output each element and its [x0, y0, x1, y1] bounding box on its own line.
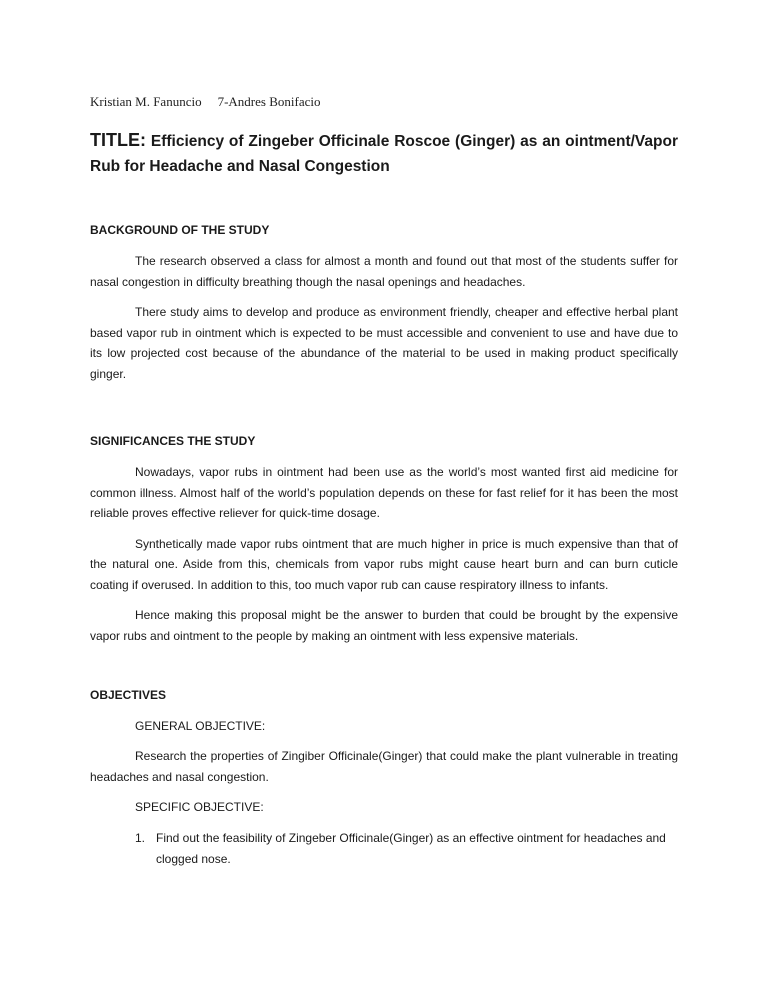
- author-section: 7-Andres Bonifacio: [217, 94, 321, 109]
- title-text: Efficiency of Zingeber Officinale Roscoe (Ginger) as an ointment/Vapor Rub for Headache and Nasal Congestion: [90, 133, 678, 175]
- author-name: Kristian M. Fanuncio: [90, 94, 202, 109]
- list-item-number: 1.: [135, 831, 146, 845]
- significance-paragraph-1: Nowadays, vapor rubs in ointment had been use as the world’s most wanted first aid medicine for common illness. Almost half of the world’s population depends on these for fast relief for it has been the most reliable proves effective reliever for quick-time dosage.: [90, 465, 678, 520]
- background-paragraph-1: The research observed a class for almost a month and found out that most of the students suffer for nasal congestion in difficulty breathing though the nasal openings and headaches.: [90, 254, 678, 289]
- document-content: [90, 92, 678, 870]
- list-item: [90, 828, 678, 870]
- background-heading: BACKGROUND OF THE STUDY: [90, 223, 270, 237]
- general-objective-text: Research the properties of Zingiber Officinale(Ginger) that could make the plant vulnerable in treating headaches and nasal congestion.: [90, 749, 678, 784]
- list-item-text: Find out the feasibility of Zingeber Officinale(Ginger) as an effective ointment for headaches and clogged nose.: [156, 831, 666, 866]
- background-paragraph-2: There study aims to develop and produce as environment friendly, cheaper and effective herbal plant based vapor rub in ointment which is expected to be must accessible and convenient to use and have due to its low projected cost because of the abundance of the material to be used in making product specifically ginger.: [90, 305, 678, 381]
- title-label: TITLE:: [90, 130, 146, 150]
- significance-heading: SIGNIFICANCES THE STUDY: [90, 434, 256, 448]
- author-line: [90, 92, 678, 112]
- general-objective-label: GENERAL OBJECTIVE:: [135, 719, 266, 733]
- specific-objective-label: SPECIFIC OBJECTIVE:: [135, 800, 264, 814]
- significance-paragraph-3: Hence making this proposal might be the answer to burden that could be brought by the expensive vapor rubs and ointment to the people by making an ointment with less expensive materials.: [90, 608, 678, 643]
- significance-paragraph-2: Synthetically made vapor rubs ointment that are much higher in price is much expensive than that of the natural one. Aside from this, chemicals from vapor rubs might cause heart burn and can burn cuticle coating if overused. In addition to this, too much vapor rub can cause respiratory illness to infants.: [90, 536, 678, 592]
- document-title: [90, 128, 678, 179]
- objectives-heading: OBJECTIVES: [90, 688, 167, 702]
